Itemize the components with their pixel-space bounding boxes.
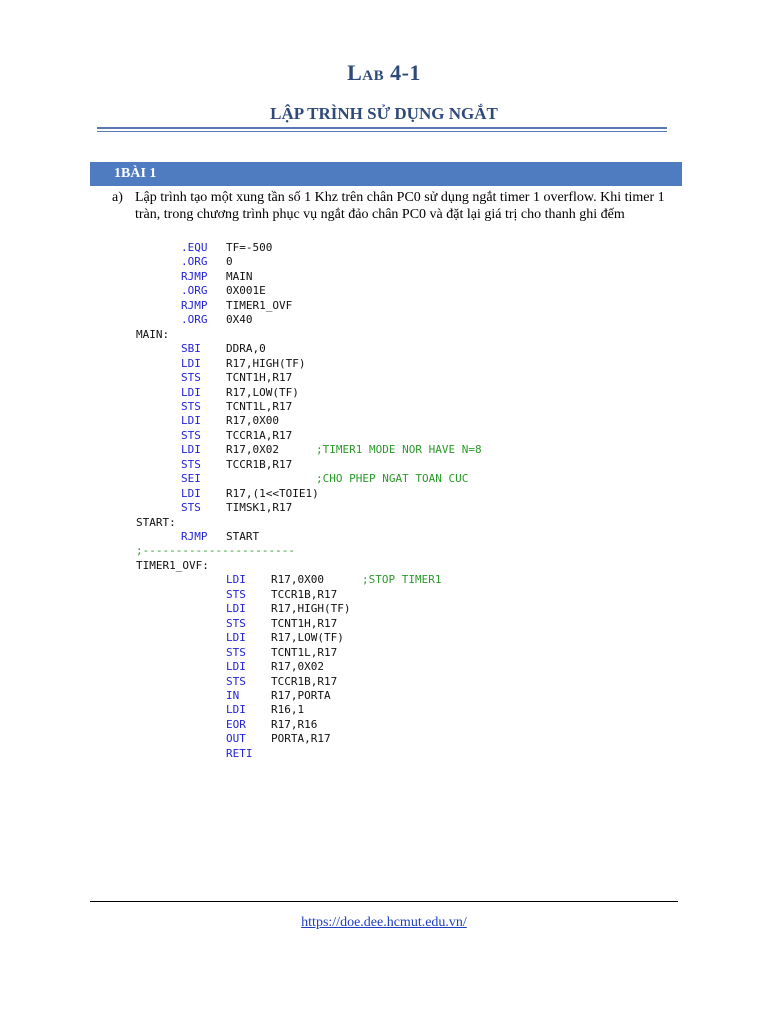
code-operand: TF=-500	[226, 241, 273, 254]
footer-link[interactable]: https://doe.dee.hcmut.edu.vn/	[301, 915, 467, 930]
code-operand: R16,1	[271, 703, 305, 717]
code-operand: TIMSK1,R17	[226, 501, 293, 515]
code-opcode: EOR	[226, 717, 246, 731]
code-opcode: IN	[226, 688, 240, 702]
code-operand: R17,0X00	[226, 414, 279, 428]
code-operand: R17,0X00	[271, 573, 324, 587]
code-opcode: LDI	[226, 703, 246, 717]
code-operand: DDRA,0	[226, 342, 266, 356]
question-text: Lập trình tạo một xung tần số 1 Khz trên chân PC0 sử dụng ngắt timer 1 overflow. Khi timer 1 tràn, trong chương trình phục vụ ngắt đảo chân PC0 và đặt lại giá trị cho thanh ghi đếm	[135, 190, 665, 222]
code-opcode: LDI	[181, 443, 201, 457]
code-opcode: STS	[181, 399, 201, 413]
code-operand: R17,HIGH(TF)	[271, 602, 351, 616]
code-opcode: LDI	[226, 573, 246, 587]
footer-divider	[90, 901, 678, 902]
code-operand: TCCR1A,R17	[226, 428, 293, 442]
code-opcode: .ORG	[181, 313, 208, 327]
code-opcode: STS	[226, 674, 246, 688]
code-operand: R17,LOW(TF)	[226, 385, 299, 399]
code-operand: R17,0X02	[226, 443, 279, 457]
code-comment: ;-----------------------	[136, 544, 295, 558]
code-opcode: RJMP	[181, 530, 208, 543]
header-divider-thin	[97, 131, 667, 132]
code-comment: ;CHO PHEP NGAT TOAN CUC	[316, 472, 469, 486]
header-divider	[97, 127, 667, 129]
code-operand: R17,(1<<TOIE1)	[226, 486, 319, 500]
code-operand: TCCR1B,R17	[226, 457, 293, 471]
question-block	[112, 189, 672, 223]
page-subtitle: LẬP TRÌNH SỬ DỤNG NGẮT	[270, 104, 498, 123]
code-opcode: .ORG	[181, 255, 208, 269]
code-opcode: LDI	[226, 660, 246, 674]
section-heading: 1BÀI 1	[90, 162, 682, 186]
code-label: START:	[136, 515, 176, 529]
code-operand: 0X001E	[226, 284, 266, 298]
code-opcode: LDI	[181, 356, 201, 370]
code-operand: R17,LOW(TF)	[271, 631, 344, 645]
code-opcode: LDI	[181, 486, 201, 500]
code-opcode: STS	[181, 371, 201, 385]
question-label: a)	[112, 190, 123, 205]
code-operand: PORTA,R17	[271, 732, 331, 746]
code-opcode: RJMP	[181, 298, 208, 312]
code-operand: MAIN	[226, 269, 253, 283]
code-opcode: STS	[226, 645, 246, 659]
code-operand: TCCR1B,R17	[271, 674, 338, 688]
code-operand: R17,HIGH(TF)	[226, 356, 306, 370]
code-opcode: LDI	[226, 602, 246, 616]
code-operand: R17,R16	[271, 717, 318, 731]
code-opcode: LDI	[181, 414, 201, 428]
code-opcode: LDI	[181, 385, 201, 399]
page-title: Lab 4-1	[347, 60, 421, 85]
code-operand: TCCR1B,R17	[271, 587, 338, 601]
code-opcode: STS	[181, 501, 201, 515]
code-opcode: STS	[226, 616, 246, 630]
code-opcode: LDI	[226, 631, 246, 645]
code-label: TIMER1_OVF:	[136, 558, 209, 572]
code-opcode: STS	[181, 457, 201, 471]
code-operand: TCNT1H,R17	[226, 371, 293, 385]
code-opcode: SEI	[181, 472, 201, 486]
code-operand: 0X40	[226, 313, 253, 327]
code-opcode: SBI	[181, 342, 201, 356]
code-opcode: STS	[181, 428, 201, 442]
code-operand: TIMER1_OVF	[226, 298, 293, 312]
code-operand: TCNT1L,R17	[271, 645, 338, 659]
code-operand: R17,0X02	[271, 660, 324, 674]
code-opcode: STS	[226, 587, 246, 601]
code-operand: TCNT1H,R17	[271, 616, 338, 630]
code-operand: 0	[226, 255, 233, 269]
code-comment: ;TIMER1 MODE NOR HAVE N=8	[316, 443, 482, 457]
code-operand: R17,PORTA	[271, 688, 331, 702]
code-comment: ;STOP TIMER1	[362, 573, 442, 587]
code-opcode: .EQU	[181, 241, 208, 254]
code-opcode: RJMP	[181, 269, 208, 283]
code-opcode: OUT	[226, 732, 246, 746]
code-opcode: .ORG	[181, 284, 208, 298]
code-opcode: RETI	[226, 746, 253, 760]
code-label: MAIN:	[136, 327, 170, 341]
code-operand: TCNT1L,R17	[226, 399, 293, 413]
code-operand: START	[226, 530, 260, 543]
